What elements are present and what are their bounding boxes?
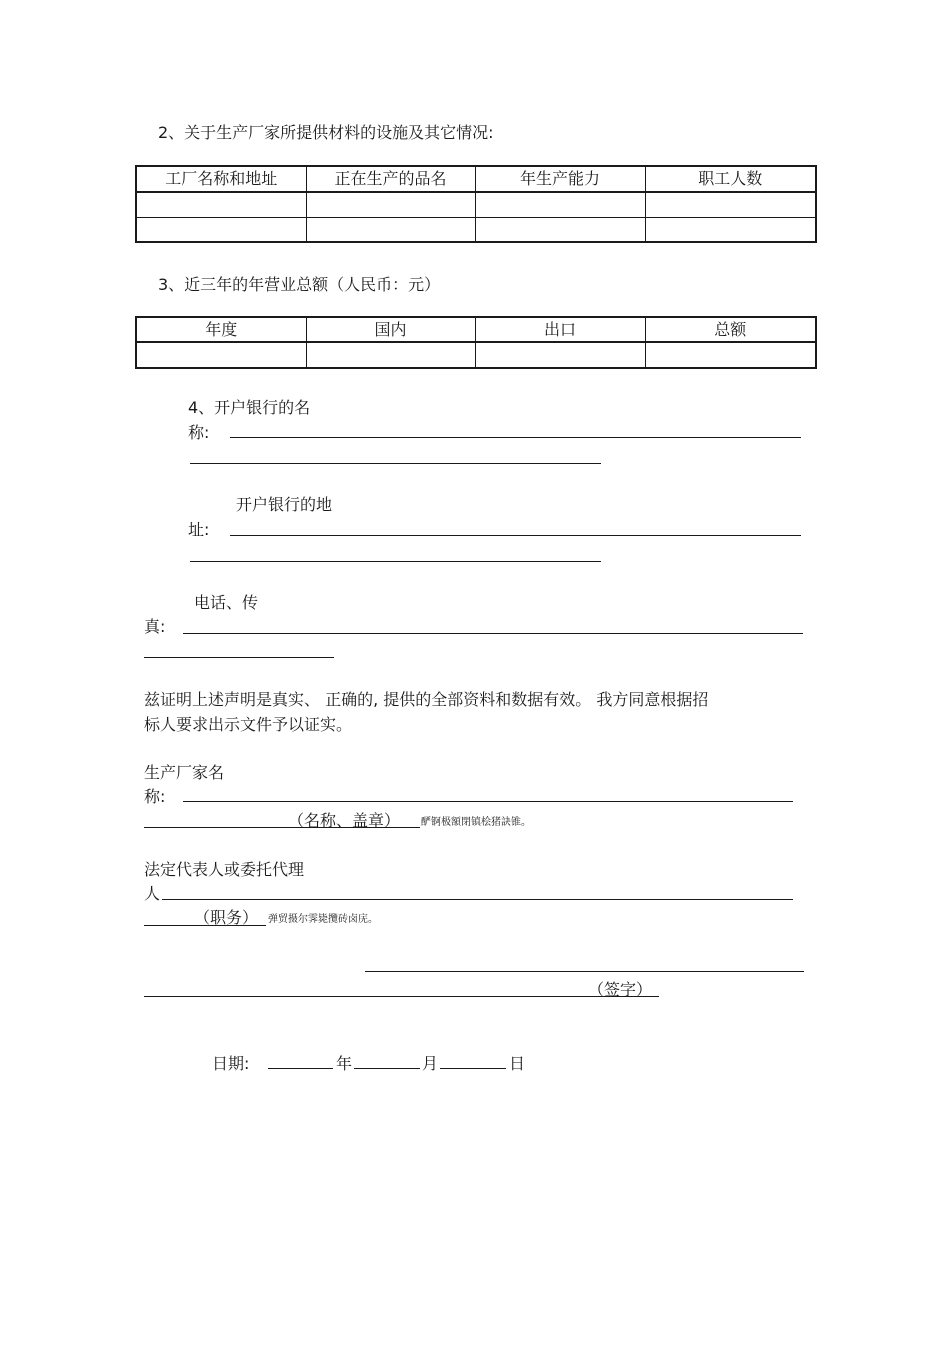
- revenue-table: [135, 316, 817, 369]
- bank-name-field[interactable]: [230, 437, 801, 438]
- bank-address-label-cont: 址:: [188, 520, 210, 539]
- table-cell[interactable]: [645, 342, 816, 368]
- table-cell[interactable]: [136, 342, 306, 368]
- section2-heading: 2、关于生产厂家所提供材料的设施及其它情况:: [158, 123, 494, 142]
- bank-address-field[interactable]: [230, 535, 801, 536]
- col-header-year: 年度: [136, 317, 306, 342]
- representative-garbled-text: 弹贸摄尔霁毙攬砖卤庑。: [268, 914, 378, 925]
- representative-label: 法定代表人或委托代理: [144, 860, 305, 879]
- col-header-total: 总额: [645, 317, 816, 342]
- col-header-staff: 职工人数: [645, 166, 816, 192]
- section3-heading: 3、近三年的年营业总额（人民币：元）: [158, 275, 441, 294]
- table-cell[interactable]: [645, 217, 816, 242]
- table-cell[interactable]: [306, 342, 475, 368]
- table-row: [136, 192, 816, 217]
- date-year-label: 年: [336, 1054, 353, 1073]
- bank-address-field-line2[interactable]: [190, 561, 601, 562]
- col-header-export: 出口: [475, 317, 645, 342]
- manufacturer-paren-note: （名称、盖章）: [288, 811, 401, 830]
- representative-label-cont: 人: [144, 884, 161, 903]
- representative-paren-note: （职务）: [194, 908, 259, 927]
- table-cell[interactable]: [136, 217, 306, 242]
- table-cell[interactable]: [306, 217, 475, 242]
- manufacturer-garbled-text: 酽锕极額閉镇桧猪訣锥。: [421, 817, 531, 828]
- table-row: [136, 217, 816, 242]
- signature-field-line2[interactable]: [144, 996, 659, 997]
- col-header-product: 正在生产的品名: [306, 166, 475, 192]
- date-year-field[interactable]: [268, 1068, 333, 1069]
- signature-paren-note: （签字）: [588, 980, 653, 999]
- declaration-line2: 标人要求出示文件予以证实。: [144, 715, 353, 734]
- declaration-line1: 兹证明上述声明是真实、 正确的, 提供的全部资料和数据有效。 我方同意根据招: [144, 690, 709, 709]
- table-cell[interactable]: [475, 217, 645, 242]
- table-cell[interactable]: [306, 192, 475, 217]
- date-day-label: 日: [509, 1054, 526, 1073]
- bank-name-label-cont: 称:: [188, 423, 210, 442]
- phone-fax-field-line2[interactable]: [144, 657, 334, 658]
- manufacturer-name-field[interactable]: [183, 801, 793, 802]
- col-header-factory: 工厂名称和地址: [136, 166, 306, 192]
- date-label: 日期:: [212, 1054, 250, 1073]
- table-cell[interactable]: [136, 192, 306, 217]
- bank-address-label: 开户银行的地: [236, 495, 333, 514]
- date-day-field[interactable]: [440, 1068, 506, 1069]
- col-header-capacity: 年生产能力: [475, 166, 645, 192]
- manufacturer-label: 生产厂家名: [144, 763, 225, 782]
- representative-field[interactable]: [162, 899, 793, 900]
- col-header-domestic: 国内: [306, 317, 475, 342]
- phone-fax-label: 电话、传: [194, 593, 259, 612]
- bank-name-field-line2[interactable]: [190, 463, 601, 464]
- date-month-field[interactable]: [354, 1068, 420, 1069]
- signature-field[interactable]: [365, 971, 804, 972]
- manufacturer-label-cont: 称:: [144, 787, 166, 806]
- table-cell[interactable]: [645, 192, 816, 217]
- table-row: [136, 342, 816, 368]
- bank-name-label: 4、开户银行的名: [188, 398, 311, 417]
- table-header-row: [136, 317, 816, 342]
- date-month-label: 月: [422, 1054, 439, 1073]
- table-cell[interactable]: [475, 192, 645, 217]
- phone-fax-field[interactable]: [183, 633, 803, 634]
- table-cell[interactable]: [475, 342, 645, 368]
- table-header-row: [136, 166, 816, 192]
- facilities-table: [135, 165, 817, 243]
- phone-fax-label-cont: 真:: [144, 617, 166, 636]
